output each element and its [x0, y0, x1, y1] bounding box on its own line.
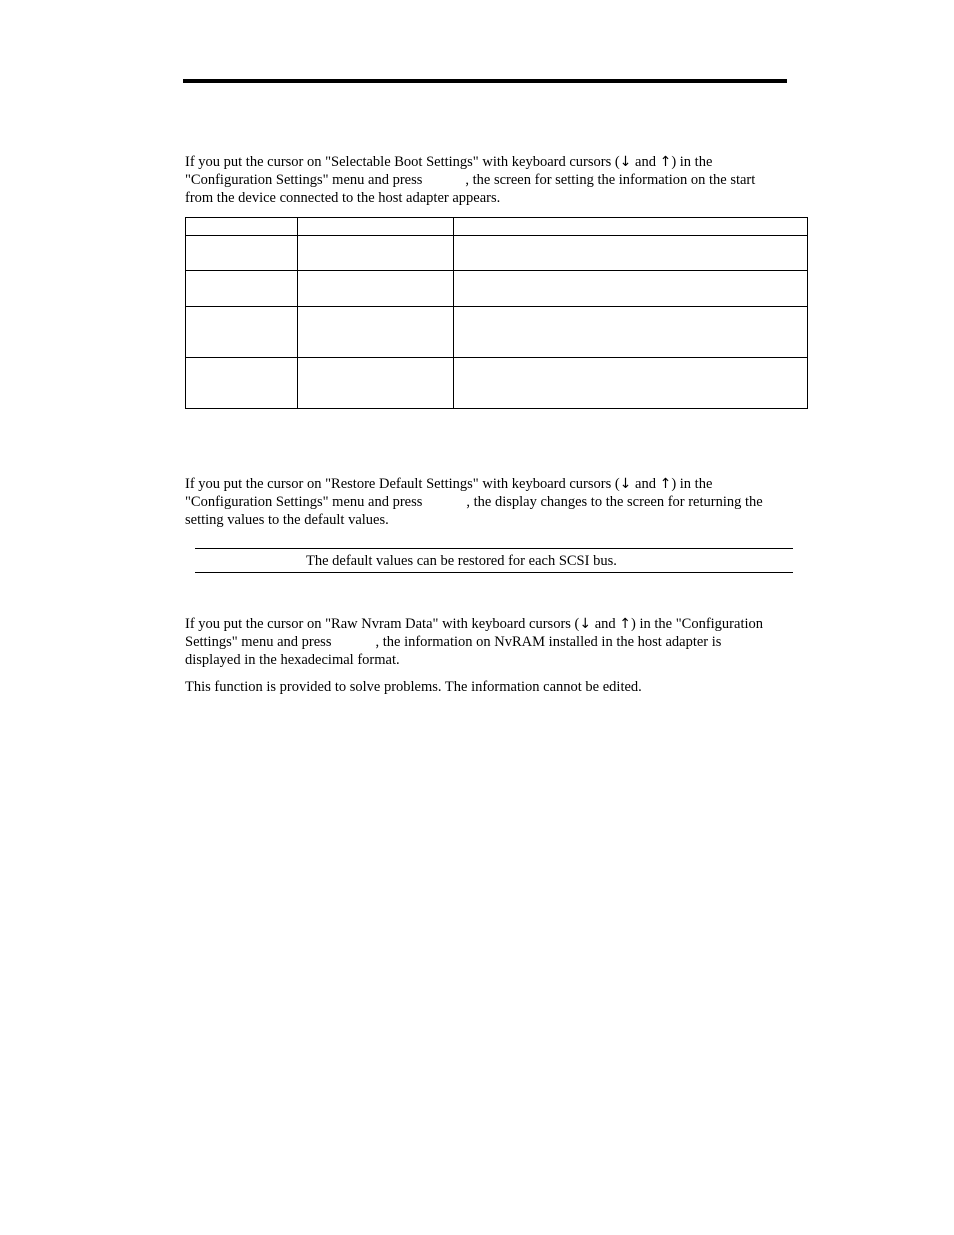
- table-cell: [186, 236, 298, 271]
- raw-nvram-paragraph: [185, 615, 810, 669]
- boot-line-1a: If you put the cursor on "Selectable Boot Settings" with keyboard cursors (: [185, 154, 620, 170]
- table-row: [186, 307, 808, 358]
- table-cell: [453, 307, 807, 358]
- nvram-line-1b: ) in the "Configuration: [631, 616, 763, 632]
- nvram-line-4: This function is provided to solve problems. The information cannot be edited.: [185, 679, 642, 695]
- restore-line-2b: , the display changes to the screen for returning the: [466, 494, 763, 510]
- restore-line-2a: "Configuration Settings" menu and press: [185, 494, 423, 510]
- table-row: [186, 218, 808, 236]
- up-arrow-icon: ↑: [659, 476, 672, 492]
- and-text: and: [631, 154, 660, 170]
- note-bottom-rule: [195, 572, 793, 573]
- boot-line-2b: , the screen for setting the information on the start: [465, 172, 756, 188]
- table-cell: [186, 271, 298, 307]
- table-cell: [297, 271, 453, 307]
- up-arrow-icon: ↑: [619, 616, 632, 632]
- restore-line-1b: ) in the: [671, 476, 713, 492]
- boot-line-2a: "Configuration Settings" menu and press: [185, 172, 423, 188]
- note-top-rule: [195, 548, 793, 549]
- restore-line-3: setting values to the default values.: [185, 512, 389, 528]
- boot-settings-paragraph: [185, 153, 810, 207]
- boot-line-1b: ) in the: [671, 154, 713, 170]
- nvram-note-paragraph: [185, 678, 810, 696]
- and-text: and: [591, 616, 620, 632]
- table-cell: [297, 358, 453, 409]
- down-arrow-icon: ↓: [579, 616, 592, 632]
- down-arrow-icon: ↓: [619, 154, 632, 170]
- nvram-line-2b: , the information on NvRAM installed in the host adapter is: [375, 634, 722, 650]
- table-cell: [297, 218, 453, 236]
- nvram-line-1a: If you put the cursor on "Raw Nvram Data" with keyboard cursors (: [185, 616, 580, 632]
- down-arrow-icon: ↓: [619, 476, 632, 492]
- table-row: [186, 358, 808, 409]
- restore-defaults-paragraph: [185, 475, 810, 529]
- table-cell: [186, 307, 298, 358]
- table-cell: [297, 307, 453, 358]
- table-cell: [297, 236, 453, 271]
- nvram-line-3: displayed in the hexadecimal format.: [185, 652, 400, 668]
- up-arrow-icon: ↑: [659, 154, 672, 170]
- table-cell: [453, 236, 807, 271]
- table-cell: [186, 218, 298, 236]
- note-text: The default values can be restored for each SCSI bus.: [306, 553, 617, 569]
- boot-line-3: from the device connected to the host adapter appears.: [185, 190, 501, 206]
- table-cell: [453, 218, 807, 236]
- table-cell: [186, 358, 298, 409]
- table-row: [186, 271, 808, 307]
- table-cell: [453, 358, 807, 409]
- table-row: [186, 236, 808, 271]
- nvram-line-2a: Settings" menu and press: [185, 634, 332, 650]
- header-rule: [183, 79, 787, 83]
- and-text: and: [631, 476, 660, 492]
- boot-settings-table: [185, 217, 808, 409]
- restore-line-1a: If you put the cursor on "Restore Default Settings" with keyboard cursors (: [185, 476, 620, 492]
- table-cell: [453, 271, 807, 307]
